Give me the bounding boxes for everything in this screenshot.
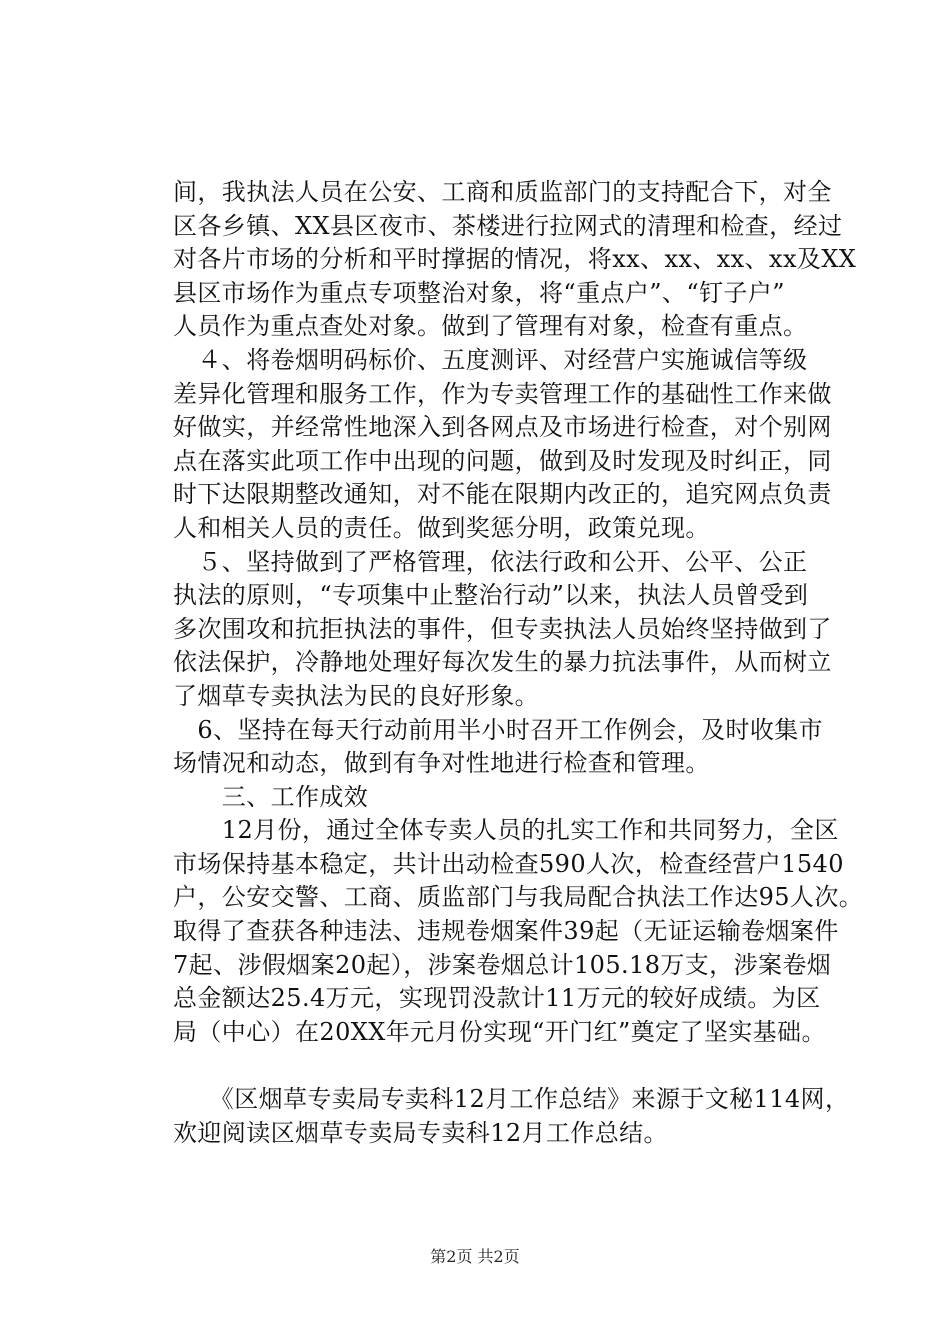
- text-line: 多次围攻和抗拒执法的事件，但专卖执法人员始终坚持做到了: [173, 614, 832, 643]
- blank-line: [173, 1049, 838, 1083]
- text-line: 局（中心）在20XX年元月份实现“开门红”奠定了坚实基础。: [173, 1017, 826, 1046]
- text-line: 间，我执法人员在公安、工商和质监部门的支持配合下，对全: [173, 178, 832, 206]
- text-line: 点在落实此项工作中出现的问题，做到及时发现及时纠正，同: [173, 446, 832, 475]
- text-line: 6、坚持在每天行动前用半小时召开工作例会，及时收集市: [173, 715, 824, 744]
- text-line: 7起、涉假烟案20起），涉案卷烟总计105.18万支，涉案卷烟: [173, 950, 832, 979]
- text-line: 差异化管理和服务工作，作为专卖管理工作的基础性工作来做: [173, 379, 832, 408]
- text-line: 欢迎阅读区烟草专卖局专卖科12月工作总结。: [173, 1118, 668, 1147]
- text-line: 执法的原则，“专项集中止整治行动”以来，执法人员曾受到: [173, 581, 809, 610]
- text-line: 依法保护，冷静地处理好每次发生的暴力抗法事件，从而树立: [173, 648, 832, 677]
- text-line: 县区市场作为重点专项整治对象，将“重点户”、“钉子户”: [173, 278, 785, 307]
- document-body: [173, 176, 864, 1150]
- text-line: 场情况和动态，做到有争对性地进行检查和管理。: [173, 749, 710, 778]
- text-line: ５、坚持做到了严格管理，依法行政和公开、公平、公正: [173, 547, 808, 576]
- text-line: 人员作为重点查处对象。做到了管理有对象，检查有重点。: [173, 312, 808, 341]
- text-line: 市场保持基本稳定，共计出动检查590人次，检查经营户1540: [173, 849, 844, 878]
- text-line: ４、将卷烟明码标价、五度测评、对经营户实施诚信等级: [173, 345, 808, 374]
- text-line: 户，公安交警、工商、质监部门与我局配合执法工作达95人次。: [173, 883, 864, 912]
- text-line: 人和相关人员的责任。做到奖惩分明，政策兑现。: [173, 513, 710, 542]
- text-line: 总金额达25.4万元，实现罚没款计11万元的较好成绩。为区: [173, 984, 821, 1013]
- text-line: 《区烟草专卖局专卖科12月工作总结》来源于文秘114网，: [173, 1085, 850, 1114]
- text-line: 时下达限期整改通知，对不能在限期内改正的，追究网点负责: [173, 480, 832, 509]
- page-footer: 第2页 共2页: [430, 1247, 520, 1266]
- text-line: 了烟草专卖执法为民的良好形象。: [173, 681, 539, 710]
- text-line: 12月份，通过全体专卖人员的扎实工作和共同努力，全区: [173, 816, 839, 845]
- text-line: 取得了查获各种违法、违规卷烟案件39起（无证运输卷烟案件: [173, 917, 839, 946]
- text-line: 三、工作成效: [173, 782, 369, 811]
- text-line: 好做实，并经常性地深入到各网点及市场进行检查，对个别网: [173, 413, 832, 442]
- text-line: 对各片市场的分析和平时撑据的情况，将xx、xx、xx、xx及XX: [173, 245, 857, 274]
- text-line: 区各乡镇、XX县区夜市、茶楼进行拉网式的清理和检查，经过: [173, 211, 843, 240]
